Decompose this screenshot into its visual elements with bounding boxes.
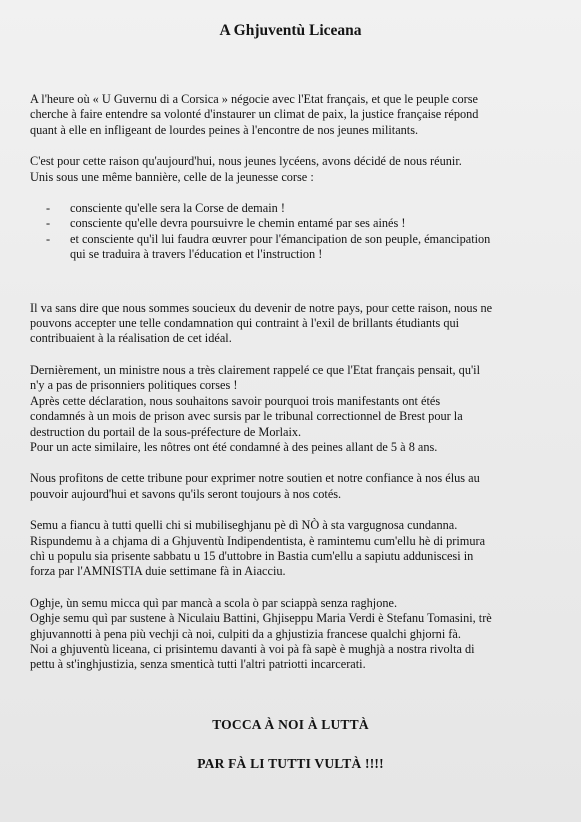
- document-body: [30, 92, 545, 689]
- text-line: n'y a pas de prisonniers politiques corses !: [30, 378, 238, 393]
- slogan-line-1: TOCCA À NOI À LUTTÀ: [212, 717, 369, 732]
- bullet-list: [30, 201, 545, 263]
- text-line: Oghje semu quì par sustene à Niculaiu Battini, Ghjiseppu Maria Verdi è Stefanu Tomasini, trè: [30, 611, 492, 626]
- text-line: Noi a ghjuventù liceana, ci prisintemu davanti à voi pà fà sapè è mughjà a nostra rivolta di: [30, 641, 475, 656]
- text-line: Après cette déclaration, nous souhaitons savoir pourquoi trois manifestants ont étés: [30, 393, 441, 408]
- text-line: cherche à faire entendre sa volonté d'instaurer un climat de paix, la justice française répond: [30, 107, 479, 122]
- text-line: et consciente qu'il lui faudra œuvrer pour l'émancipation de son peuple, émancipation: [70, 231, 491, 246]
- bullet-item: [30, 201, 545, 216]
- text-line: condamnés à un mois de prison avec sursis par le tribunal correctionnel de Brest pour la: [30, 409, 463, 424]
- text-line: pouvoir aujourd'hui et savons qu'ils seront toujours à nos cotés.: [30, 486, 342, 501]
- bullet-item: [30, 232, 545, 263]
- paragraph: [30, 154, 545, 185]
- text-line: Nous profitons de cette tribune pour exprimer notre soutien et notre confiance à nos élus au: [30, 471, 480, 486]
- text-line: forza par l'AMNISTIA duie settimane fà in Aiacciu.: [30, 564, 286, 579]
- text-line: Unis sous une même bannière, celle de la jeunesse corse :: [30, 169, 314, 184]
- text-line: contribuaient à la réalisation de cet idéal.: [30, 331, 232, 346]
- text-line: consciente qu'elle sera la Corse de demain !: [70, 201, 285, 216]
- slogan-line-2: PAR FÀ LI TUTTI VULTÀ !!!!: [197, 756, 384, 771]
- paragraph: [30, 471, 545, 502]
- text-line: Oghje, ùn semu micca quì par mancà a scola ò par sciappà senza raghjone.: [30, 595, 398, 610]
- main-section: [30, 301, 545, 673]
- bullet-marker: -: [46, 201, 51, 216]
- text-line: consciente qu'elle devra poursuivre le chemin entamé par ses ainés !: [70, 216, 406, 231]
- text-line: A l'heure où « U Guvernu di a Corsica » négocie avec l'Etat français, et que le peuple corse: [30, 92, 478, 106]
- paragraph: [30, 92, 545, 138]
- text-line: pettu à st'inghjustizia, senza smenticà tutti l'altri patriotti incarcerati.: [30, 657, 366, 672]
- text-line: destruction du portail de la sous-préfecture de Morlaix.: [30, 424, 302, 439]
- text-line: C'est pour cette raison qu'aujourd'hui, nous jeunes lycéens, avons décidé de nous réunir.: [30, 154, 462, 169]
- paragraph: [30, 363, 545, 455]
- text-line: quant à elle en infligeant de lourdes peines à l'encontre de nos jeunes militants.: [30, 122, 419, 137]
- text-line: Il va sans dire que nous sommes soucieux du devenir de notre pays, pour cette raison, nous ne: [30, 300, 493, 315]
- bullet-marker: -: [46, 216, 51, 231]
- text-line: pouvons accepter une telle condamnation qui contraint à l'exil de brillants étudiants qui: [30, 316, 460, 331]
- bullet-item: [30, 216, 545, 231]
- intro-section: [30, 92, 545, 185]
- paragraph: [30, 596, 545, 673]
- paragraph: [30, 518, 545, 580]
- text-line: Dernièrement, un ministre nous a très clairement rappelé ce que l'Etat français pensait, qu'il: [30, 362, 481, 377]
- text-line: qui se traduira à travers l'éducation et l'instruction !: [70, 247, 323, 262]
- text-line: Pour un acte similaire, les nôtres ont été condamné à des peines allant de 5 à 8 ans.: [30, 439, 438, 454]
- text-line: Semu a fiancu à tutti quelli chi si mubiliseghjanu pè dì NÒ à sta vargugnosa cundanna.: [30, 518, 458, 533]
- paragraph: [30, 301, 545, 347]
- text-line: chì u populu sia prisente sabbatu u 15 d'uttobre in Bastia cum'ellu a sapiutu adduniscesi in: [30, 548, 474, 563]
- bullet-marker: -: [46, 231, 51, 246]
- text-line: ghjuvannotti à pena più vechji cà noi, culpiti da a ghjustizia francese qualchi ghjorni fà.: [30, 626, 461, 641]
- document-title: A Ghjuventù Liceana: [219, 22, 362, 39]
- text-line: Rispundemu à a chjama di a Ghjuventù Indipendentista, è ramintemu cum'ellu hè di primura: [30, 533, 486, 548]
